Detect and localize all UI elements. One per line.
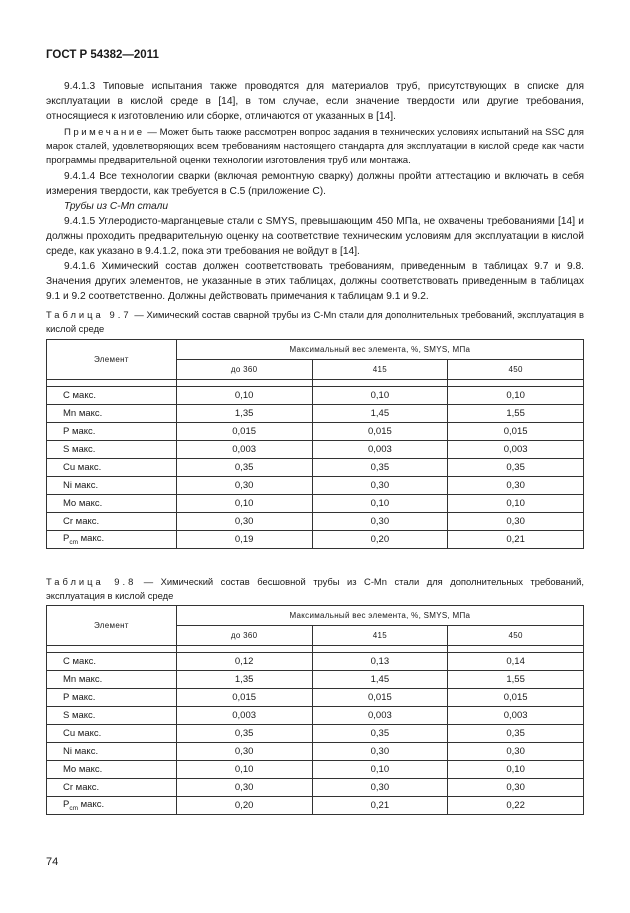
element-symbol: Mo макс.: [63, 498, 103, 509]
element-suffix: макс.: [78, 799, 105, 811]
subsection-title: Трубы из С-Mn стали: [64, 201, 168, 212]
value-cell: 1,45: [312, 671, 448, 689]
table-row: [47, 513, 584, 531]
table-row: [47, 653, 584, 671]
table-row: [47, 387, 584, 405]
value-cell: 0,35: [312, 459, 448, 477]
note-text: — Может быть также рассмотрен вопрос задания в технических условиях испытаний на SSC для марок сталей, удовлетворяющих всем требованиям настоящего стандарта для эксплуатации в кислой среде как части программы предварительной оценки технологии изготовления труб или монтажа.: [46, 127, 584, 166]
value-cell: 0,30: [176, 513, 312, 531]
value-cell: 0,30: [312, 779, 448, 797]
table-9-8-caption-label: Таблица 9.8: [46, 576, 137, 587]
document-header: ГОСТ Р 54382—2011: [46, 49, 159, 61]
element-symbol: Cr макс.: [63, 516, 100, 527]
element-name-cell: [47, 495, 177, 513]
table-9-8: [46, 605, 584, 815]
paragraph-9-4-1-5: 9.4.1.5 Углеродисто-марганцевые стали с SMYS, превышающим 450 МПа, не охвачены требованиями [14] и должны проходить предварительную оценку на соответствие техническим условиям для эксплуатации в кислой среде, как указано в 9.4.1.2, пока эти требования не войдут в [14].: [46, 216, 584, 257]
value-cell: 1,55: [448, 405, 584, 423]
value-cell: 0,30: [176, 743, 312, 761]
value-cell: 0,10: [176, 495, 312, 513]
value-cell: 0,35: [448, 459, 584, 477]
value-cell: 0,015: [448, 423, 584, 441]
value-cell: 0,10: [448, 387, 584, 405]
table-row: [47, 459, 584, 477]
table-row: [47, 779, 584, 797]
value-cell: 0,003: [176, 707, 312, 725]
table-header-col: до 360: [176, 360, 312, 380]
value-cell: 0,30: [312, 743, 448, 761]
paragraph-9-4-1-6: 9.4.1.6 Химический состав должен соответствовать требованиям, приведенным в таблицах 9.7 и 9.8. Значения других элементов, не указанные в этих таблицах, должны соответствовать приведенным в таблицах 9.1 и 9.2 соответственно. Должны действовать примечания к таблицам 9.1 и 9.2.: [46, 261, 584, 302]
table-header-group: Максимальный вес элемента, %, SMYS, МПа: [176, 340, 583, 360]
paragraph-9-4-1-4: 9.4.1.4 Все технологии сварки (включая ремонтную сварку) должны пройти аттестацию и включать в себя измерения твердости, как требуется в С.5 (приложение С).: [46, 171, 584, 197]
value-cell: 0,35: [176, 459, 312, 477]
table-header-col: 450: [448, 626, 584, 646]
table-9-7-caption: [46, 308, 584, 336]
table-row: [47, 495, 584, 513]
table-9-8-caption-text: — Химический состав бесшовной трубы из С-Mn стали для дополнительных требований, эксплуатация в кислой среде: [46, 576, 584, 601]
element-symbol: Mn макс.: [63, 408, 103, 419]
value-cell: 0,30: [448, 779, 584, 797]
element-name-cell: [47, 405, 177, 423]
value-cell: 0,10: [176, 387, 312, 405]
value-cell: 0,10: [176, 761, 312, 779]
element-subscript: cm: [69, 538, 79, 546]
value-cell: 0,21: [448, 531, 584, 549]
value-cell: 0,19: [176, 531, 312, 549]
element-symbol: Mn макс.: [63, 674, 103, 685]
value-cell: 0,10: [312, 495, 448, 513]
table-row: [47, 441, 584, 459]
element-name-cell: [47, 441, 177, 459]
element-name-cell: [47, 671, 177, 689]
table-header-col: 450: [448, 360, 584, 380]
value-cell: 0,015: [312, 689, 448, 707]
value-cell: 0,10: [312, 387, 448, 405]
element-name-cell: [47, 423, 177, 441]
element-name-cell: [47, 387, 177, 405]
value-cell: 0,015: [448, 689, 584, 707]
element-subscript: cm: [69, 804, 79, 812]
value-cell: 0,10: [448, 495, 584, 513]
element-symbol: Ni макс.: [63, 746, 99, 757]
value-cell: 0,015: [176, 689, 312, 707]
table-row: [47, 477, 584, 495]
value-cell: 0,10: [312, 761, 448, 779]
element-symbol: Cu макс.: [63, 462, 102, 473]
value-cell: 0,14: [448, 653, 584, 671]
element-name-cell: [47, 653, 177, 671]
value-cell: 1,35: [176, 405, 312, 423]
value-cell: 0,30: [176, 477, 312, 495]
element-name-cell: [47, 531, 177, 549]
table-row: [47, 797, 584, 815]
table-row: [47, 405, 584, 423]
value-cell: 0,35: [448, 725, 584, 743]
element-name-cell: [47, 761, 177, 779]
table-row: [47, 689, 584, 707]
value-cell: 0,35: [176, 725, 312, 743]
value-cell: 0,003: [176, 441, 312, 459]
element-name-cell: [47, 459, 177, 477]
value-cell: 1,35: [176, 671, 312, 689]
table-9-8-caption: [46, 575, 584, 603]
element-symbol: S макс.: [63, 444, 96, 455]
note-label: Примечание: [64, 127, 145, 138]
value-cell: 0,30: [312, 513, 448, 531]
table-9-7-caption-label: Таблица 9.7: [46, 309, 132, 320]
value-cell: 0,22: [448, 797, 584, 815]
value-cell: 0,20: [312, 531, 448, 549]
element-symbol: С макс.: [63, 390, 96, 401]
value-cell: 0,003: [448, 441, 584, 459]
element-symbol: Р макс.: [63, 426, 96, 437]
element-symbol: Р макс.: [63, 692, 96, 703]
table-header-group: Максимальный вес элемента, %, SMYS, МПа: [176, 606, 583, 626]
table-header-col: до 360: [176, 626, 312, 646]
table-row: [47, 725, 584, 743]
element-name-cell: [47, 513, 177, 531]
table-header-col: 415: [312, 626, 448, 646]
element-name-cell: [47, 707, 177, 725]
element-symbol: S макс.: [63, 710, 96, 721]
value-cell: 0,30: [448, 477, 584, 495]
value-cell: 0,003: [312, 441, 448, 459]
table-9-7: [46, 339, 584, 549]
value-cell: 0,30: [312, 477, 448, 495]
element-name-cell: [47, 689, 177, 707]
table-header-element: Элемент: [47, 606, 177, 646]
table-row: [47, 743, 584, 761]
page-number: 74: [46, 856, 59, 868]
value-cell: 1,55: [448, 671, 584, 689]
element-symbol: P: [63, 799, 70, 811]
table-row: [47, 531, 584, 549]
value-cell: 0,003: [448, 707, 584, 725]
value-cell: 0,13: [312, 653, 448, 671]
value-cell: 0,015: [312, 423, 448, 441]
table-row: [47, 423, 584, 441]
table-header-col: 415: [312, 360, 448, 380]
value-cell: 0,12: [176, 653, 312, 671]
value-cell: 0,21: [312, 797, 448, 815]
value-cell: 1,45: [312, 405, 448, 423]
element-name-cell: [47, 779, 177, 797]
note-paragraph: [46, 126, 584, 168]
element-symbol: Mo макс.: [63, 764, 103, 775]
element-name-cell: [47, 743, 177, 761]
value-cell: 0,30: [448, 513, 584, 531]
table-header-element: Элемент: [47, 340, 177, 380]
element-suffix: макс.: [78, 533, 105, 545]
paragraph-9-4-1-3: 9.4.1.3 Типовые испытания также проводятся для материалов труб, присутствующих в списке для эксплуатации в кислой среде в [14], в том случае, если значение твердости или другие требования, относящиеся к изготовлению или сборке, отличаются от указанных в [14].: [46, 81, 584, 122]
element-symbol: С макс.: [63, 656, 96, 667]
value-cell: 0,10: [448, 761, 584, 779]
value-cell: 0,015: [176, 423, 312, 441]
table-9-7-caption-text: — Химический состав сварной трубы из С-Mn стали для дополнительных требований, эксплуатация в кислой среде: [46, 309, 584, 334]
value-cell: 0,20: [176, 797, 312, 815]
element-name-cell: [47, 477, 177, 495]
table-row: [47, 707, 584, 725]
table-row: [47, 761, 584, 779]
element-symbol: Ni макс.: [63, 480, 99, 491]
value-cell: 0,30: [176, 779, 312, 797]
value-cell: 0,003: [312, 707, 448, 725]
value-cell: 0,30: [448, 743, 584, 761]
table-row: [47, 671, 584, 689]
element-symbol: P: [63, 533, 70, 545]
element-name-cell: [47, 797, 177, 815]
element-symbol: Cr макс.: [63, 782, 100, 793]
value-cell: 0,35: [312, 725, 448, 743]
element-name-cell: [47, 725, 177, 743]
element-symbol: Cu макс.: [63, 728, 102, 739]
